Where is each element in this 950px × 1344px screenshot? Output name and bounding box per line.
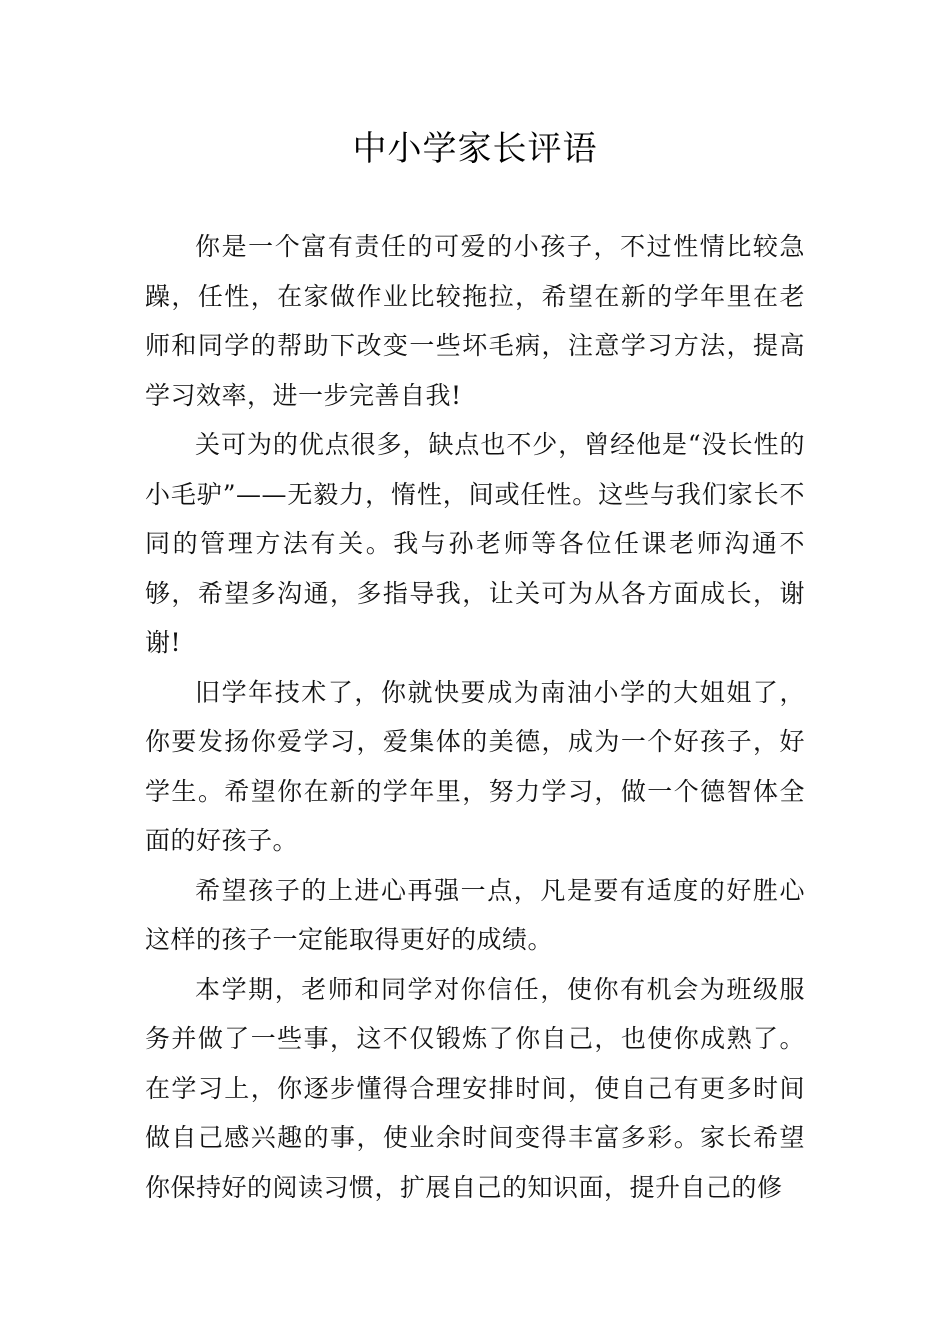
document-body: [145, 222, 805, 1212]
paragraph-5: 本学期，老师和同学对你信任，使你有机会为班级服务并做了一些事，这不仅锻炼了你自己，也使你成熟了。在学习上，你逐步懂得合理安排时间，使自己有更多时间做自己感兴趣的事，使业余时间变得丰富多彩。家长希望你保持好的阅读习惯，扩展自己的知识面，提升自己的修: [145, 974, 805, 1202]
paragraph-1: 你是一个富有责任的可爱的小孩子，不过性情比较急躁，任性，在家做作业比较拖拉，希望在新的学年里在老师和同学的帮助下改变一些坏毛病，注意学习方法，提高学习效率，进一步完善自我!: [145, 232, 805, 410]
paragraph-4: 希望孩子的上进心再强一点，凡是要有适度的好胜心这样的孩子一定能取得更好的成绩。: [145, 875, 805, 954]
paragraph-2: 关可为的优点很多，缺点也不少，曾经他是“没长性的小毛驴”——无毅力，惰性，间或任性。这些与我们家长不同的管理方法有关。我与孙老师等各位任课老师沟通不够，希望多沟通，多指导我，让关可为从各方面成长，谢谢!: [145, 430, 805, 657]
paragraph-3: 旧学年技术了，你就快要成为南油小学的大姐姐了，你要发扬你爱学习，爱集体的美德，成为一个好孩子，好学生。希望你在新的学年里，努力学习，做一个德智体全面的好孩子。: [145, 677, 805, 855]
page-title: 中小学家长评语: [352, 129, 598, 169]
